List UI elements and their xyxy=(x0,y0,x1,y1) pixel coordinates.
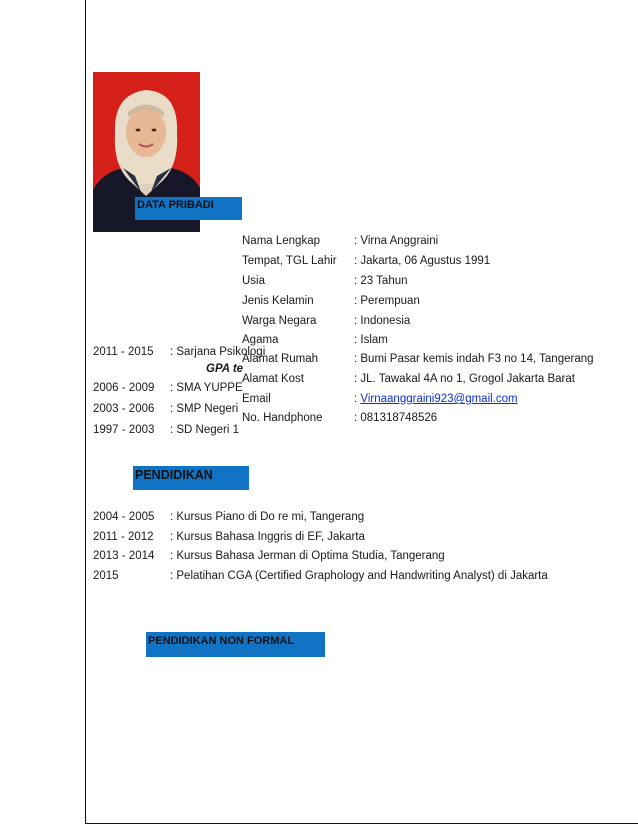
label-alamat-kost: Alamat Kost xyxy=(242,373,304,385)
nf-year-3: 2013 - 2014 xyxy=(93,550,155,562)
email-prefix: : xyxy=(354,393,361,405)
value-usia: : 23 Tahun xyxy=(354,275,408,287)
value-agama: : Islam xyxy=(354,334,388,346)
nf-desc-4: : Pelatihan CGA (Certified Graphology and Handwriting Analyst) di Jakarta xyxy=(170,570,548,582)
value-tempat-tgl-lahir: : Jakarta, 06 Agustus 1991 xyxy=(354,255,491,267)
edu-desc-3: : SMP Negeri xyxy=(170,403,239,415)
nf-desc-1: : Kursus Piano di Do re mi, Tangerang xyxy=(170,511,365,523)
value-jenis-kelamin: : Perempuan xyxy=(354,295,420,307)
edu-desc-1: : Sarjana Psikologi xyxy=(170,346,266,358)
nf-desc-3: : Kursus Bahasa Jerman di Optima Studia, Tangerang xyxy=(170,550,445,562)
label-warga-negara: Warga Negara xyxy=(242,315,317,327)
nf-desc-2: : Kursus Bahasa Inggris di EF, Jakarta xyxy=(170,531,365,543)
label-alamat-rumah: Alamat Rumah xyxy=(242,353,319,365)
email-link[interactable]: Virnaanggraini923@gmail.com xyxy=(360,393,518,405)
edu-year-2: 2006 - 2009 xyxy=(93,382,155,394)
header-data-pribadi: DATA PRIBADI xyxy=(135,197,242,220)
edu-gpa: GPA te xyxy=(206,363,244,375)
label-jenis-kelamin: Jenis Kelamin xyxy=(242,295,314,307)
edu-year-3: 2003 - 2006 xyxy=(93,403,155,415)
edu-year-4: 1997 - 2003 xyxy=(93,424,155,436)
label-tempat-tgl-lahir: Tempat, TGL Lahir xyxy=(242,255,337,267)
nf-year-2: 2011 - 2012 xyxy=(93,531,154,543)
header-pendidikan: PENDIDIKAN xyxy=(133,466,249,490)
edu-year-1: 2011 - 2015 xyxy=(93,346,154,358)
header-pendidikan-non-formal: PENDIDIKAN NON FORMAL xyxy=(146,632,325,657)
nf-year-1: 2004 - 2005 xyxy=(93,511,155,523)
value-nama: : Virna Anggraini xyxy=(354,235,439,247)
value-warga-negara: : Indonesia xyxy=(354,315,411,327)
edu-desc-4: : SD Negeri 1 xyxy=(170,424,240,436)
edu-desc-2: : SMA YUPPE xyxy=(170,382,243,394)
value-no-handphone: : 081318748526 xyxy=(354,412,438,424)
nf-year-4: 2015 xyxy=(93,570,119,582)
value-alamat-rumah: : Bumi Pasar kemis indah F3 no 14, Tangerang xyxy=(354,353,594,365)
label-nama: Nama Lengkap xyxy=(242,235,320,247)
label-agama: Agama xyxy=(242,334,279,346)
label-email: Email xyxy=(242,393,271,405)
value-alamat-kost: : JL. Tawakal 4A no 1, Grogol Jakarta Barat xyxy=(354,373,575,385)
label-usia: Usia xyxy=(242,275,266,287)
value-email-wrap xyxy=(354,392,518,406)
label-no-handphone: No. Handphone xyxy=(242,412,323,424)
